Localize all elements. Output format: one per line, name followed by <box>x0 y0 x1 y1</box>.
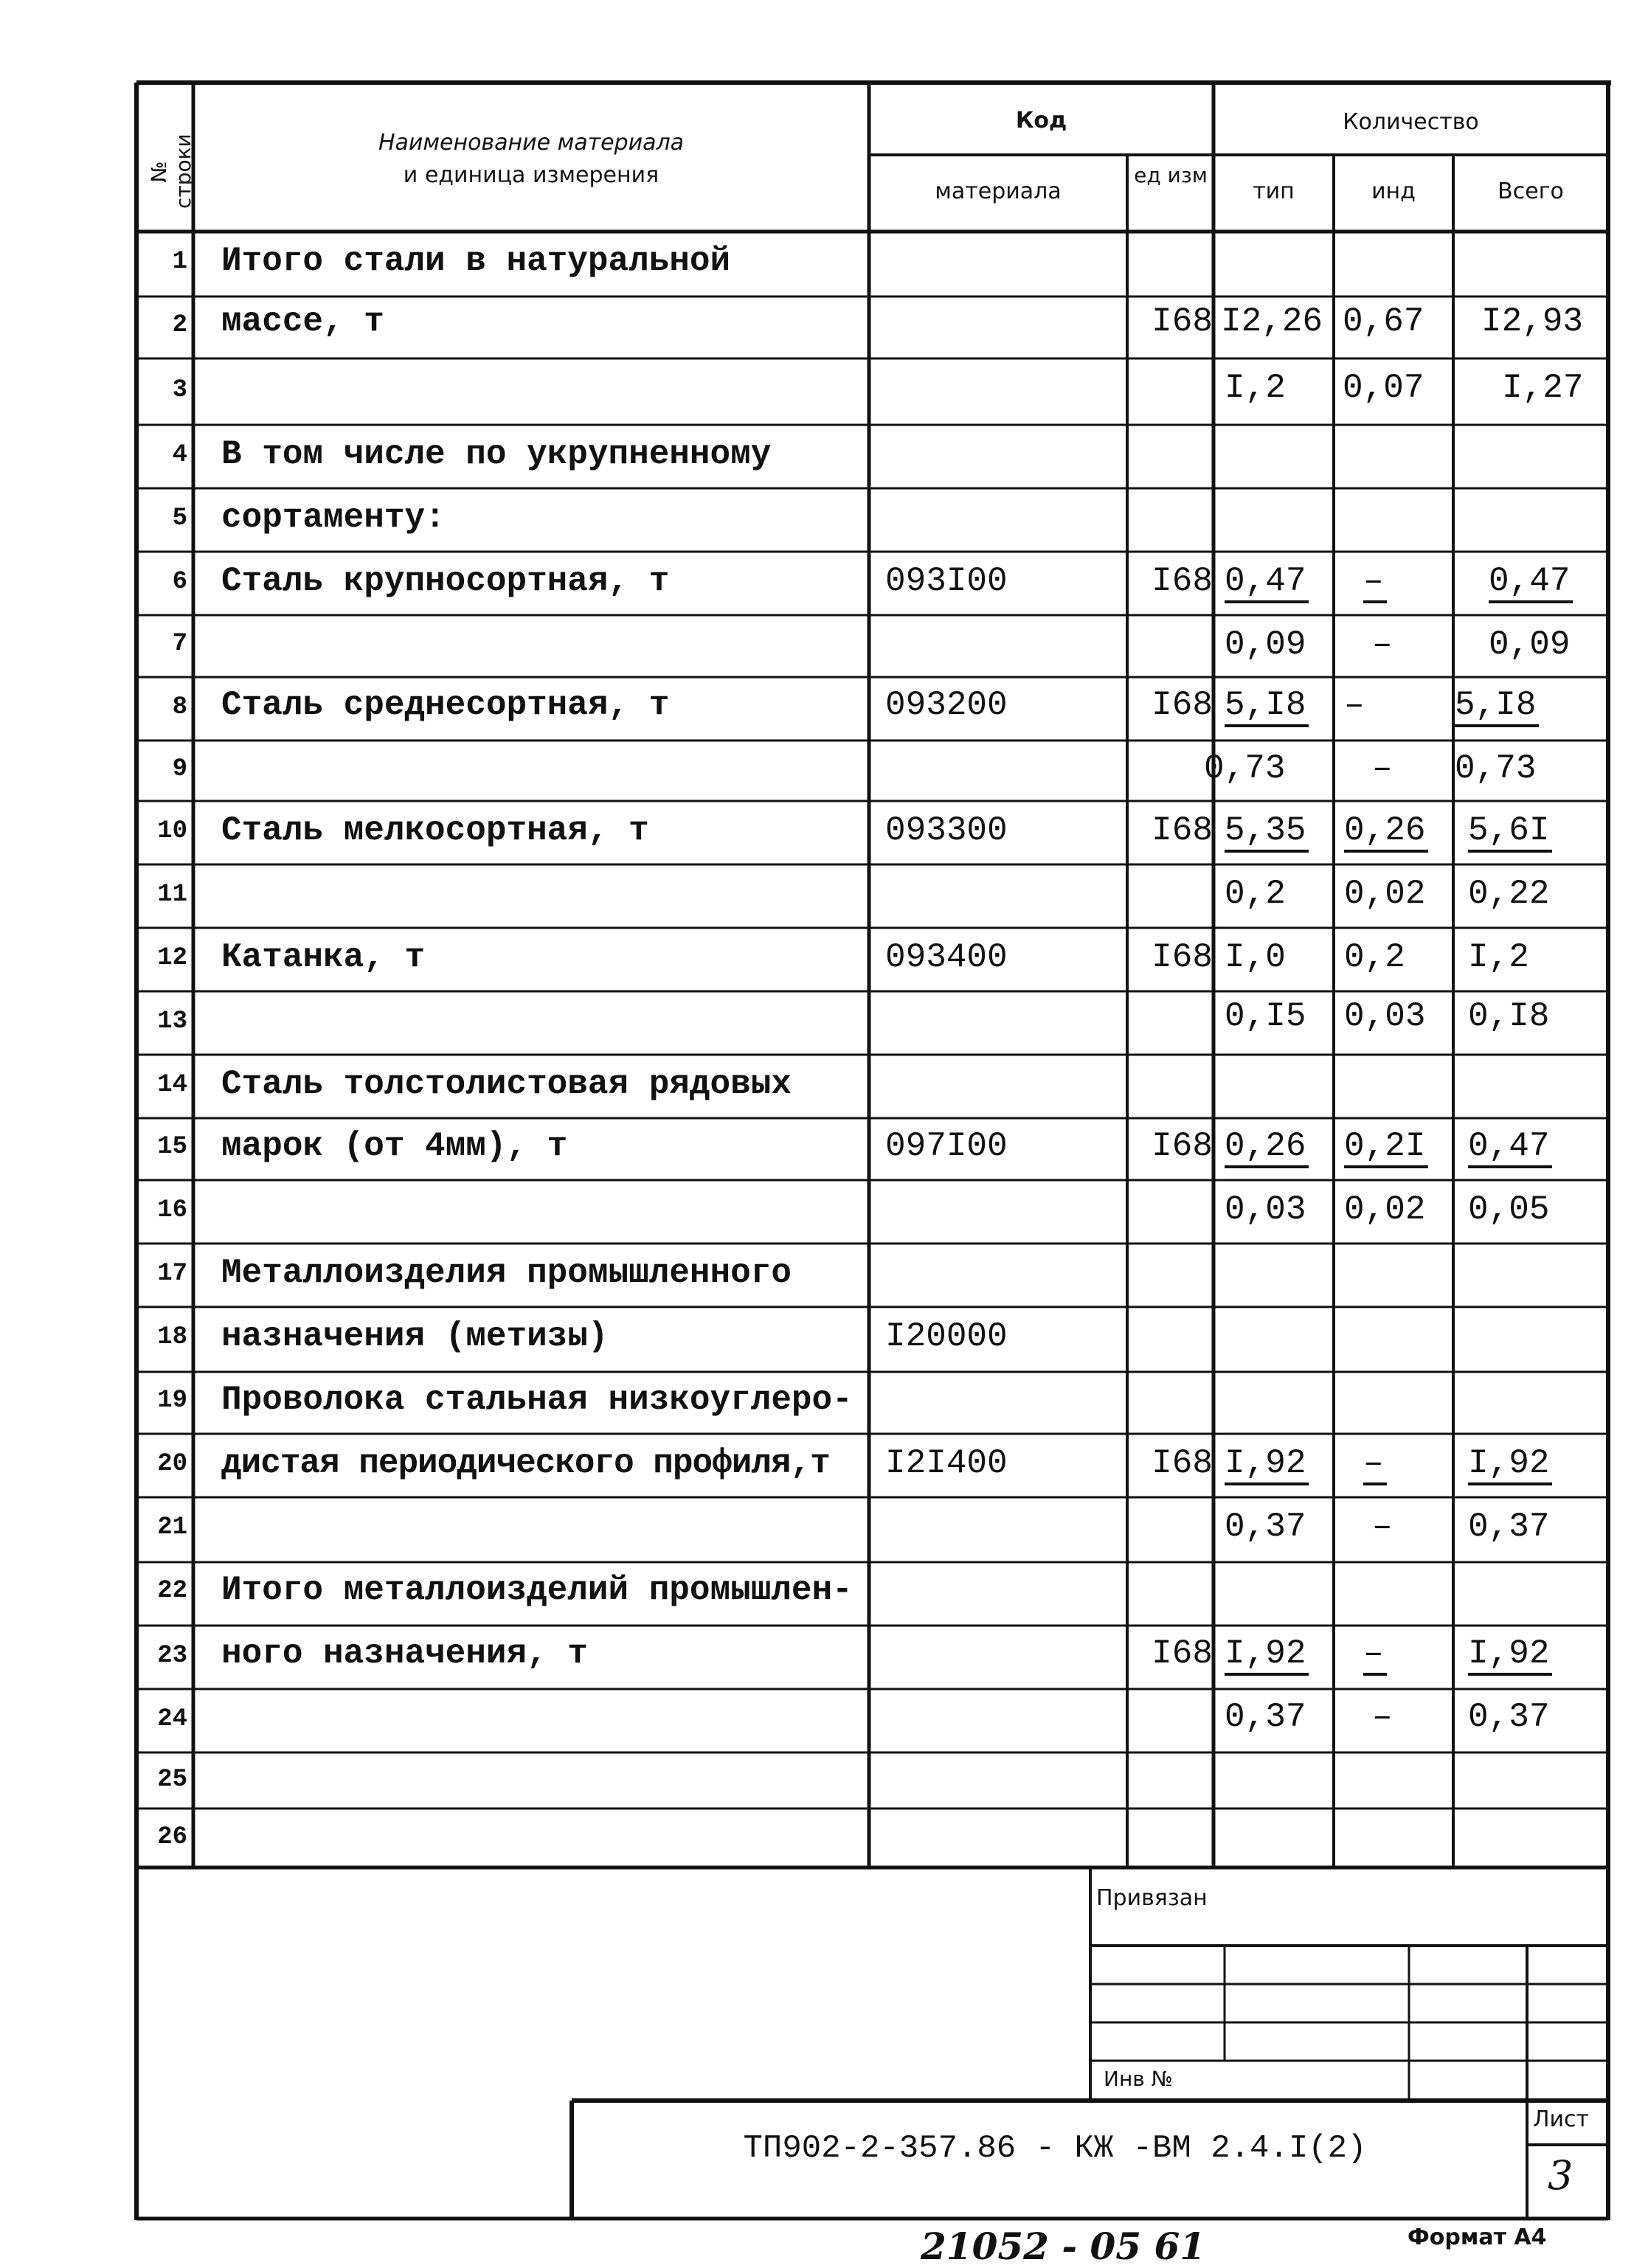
qty-total: I2,93 <box>1481 302 1584 341</box>
qty-typ: I,92 <box>1225 1444 1306 1482</box>
header-qty-typ: тип <box>1253 178 1295 204</box>
qty-typ: 5,I8 <box>1225 686 1306 724</box>
qty-ind: 0,02 <box>1344 1190 1426 1229</box>
unit-code: I68 <box>1152 302 1213 341</box>
material-code: I2I400 <box>885 1444 1008 1482</box>
material-name: Катанка, т <box>221 938 426 977</box>
qty-total: I,27 <box>1502 369 1584 407</box>
material-code: 093I00 <box>885 562 1008 600</box>
row-number: 10 <box>157 817 187 845</box>
paper-format: Формат А4 <box>1408 2224 1547 2250</box>
row-number: 9 <box>172 755 187 783</box>
material-name: В том числе по укрупненному <box>221 435 772 474</box>
material-name: марок (от 4мм), т <box>221 1127 568 1165</box>
sheet-number: 3 <box>1548 2152 1573 2199</box>
header-code-material: материала <box>935 178 1062 204</box>
qty-typ: 0,37 <box>1225 1508 1306 1546</box>
row-number: 26 <box>157 1823 187 1851</box>
qty-total: 0,I8 <box>1468 997 1550 1036</box>
qty-total: 5,I8 <box>1455 686 1537 724</box>
header-qty-ind: инд <box>1371 178 1416 204</box>
material-name: дистая периодического профиля,т <box>221 1444 830 1482</box>
material-name: Проволока стальная низкоуглеро- <box>221 1381 853 1419</box>
material-name: Сталь толстолистовая рядовых <box>221 1065 792 1103</box>
qty-ind: – <box>1372 1508 1393 1546</box>
row-number: 16 <box>157 1196 187 1224</box>
material-name: массе, т <box>221 302 384 341</box>
qty-ind: – <box>1372 1698 1393 1736</box>
qty-total: 5,6I <box>1468 811 1550 850</box>
qty-typ: 0,03 <box>1225 1190 1306 1229</box>
header-code-unit: ед изм <box>1134 163 1208 187</box>
row-number: 23 <box>157 1642 187 1670</box>
material-name: ного назначения, т <box>221 1634 588 1673</box>
qty-ind: – <box>1363 1634 1384 1673</box>
qty-ind: – <box>1344 686 1365 724</box>
row-number: 12 <box>157 944 187 972</box>
header-quantity: Количество <box>1343 109 1479 135</box>
material-name: Сталь среднесортная, т <box>221 686 670 724</box>
linked-label: Привязан <box>1096 1885 1208 1911</box>
qty-ind: – <box>1372 749 1393 788</box>
qty-typ: 0,26 <box>1225 1127 1306 1165</box>
unit-code: I68 <box>1152 1634 1213 1673</box>
material-code: I20000 <box>885 1317 1008 1356</box>
qty-ind: – <box>1363 1444 1384 1482</box>
material-name: назначения (метизы) <box>221 1317 609 1356</box>
row-number: 24 <box>157 1705 187 1733</box>
qty-ind: 0,67 <box>1343 302 1424 341</box>
row-number: 8 <box>172 693 187 721</box>
qty-ind: 0,07 <box>1343 369 1424 407</box>
material-name: Итого стали в натуральной <box>221 242 731 280</box>
material-name: Сталь мелкосортная, т <box>221 811 649 850</box>
row-number: 13 <box>157 1008 187 1036</box>
material-code: 093400 <box>885 938 1008 977</box>
qty-total: 0,22 <box>1468 875 1550 913</box>
row-number: 17 <box>157 1260 187 1288</box>
row-number: 25 <box>157 1766 187 1794</box>
qty-total: I,92 <box>1468 1444 1550 1482</box>
row-number: 11 <box>157 881 187 909</box>
row-number: 2 <box>172 311 187 339</box>
sheet-label: Лист <box>1533 2106 1590 2132</box>
row-number: 15 <box>157 1133 187 1161</box>
unit-code: I68 <box>1152 1444 1213 1482</box>
row-number: 7 <box>172 630 187 658</box>
qty-ind: – <box>1372 625 1393 664</box>
qty-typ: 0,2 <box>1225 875 1286 913</box>
qty-typ: I,2 <box>1225 369 1286 407</box>
header-name-line1: Наименование материала <box>378 130 685 156</box>
row-number: 1 <box>172 248 187 276</box>
document-designation: ТП902-2-357.86 - КЖ -ВМ 2.4.I(2) <box>743 2130 1367 2167</box>
qty-total: 0,37 <box>1468 1698 1550 1736</box>
header-code: Код <box>1015 108 1067 133</box>
qty-typ: 0,37 <box>1225 1698 1306 1736</box>
qty-ind: 0,03 <box>1344 997 1426 1036</box>
qty-ind: 0,26 <box>1344 811 1426 850</box>
material-code: 093200 <box>885 686 1008 724</box>
unit-code: I68 <box>1152 562 1213 600</box>
row-number: 21 <box>157 1513 187 1542</box>
qty-total: I,92 <box>1468 1634 1550 1673</box>
qty-total: 0,05 <box>1468 1190 1550 1229</box>
qty-typ: I,0 <box>1225 938 1286 977</box>
row-number: 14 <box>157 1071 187 1099</box>
qty-ind: 0,02 <box>1344 875 1426 913</box>
qty-ind: – <box>1363 562 1384 600</box>
qty-typ: I,92 <box>1225 1634 1306 1673</box>
inventory-number-label: Инв № <box>1104 2067 1173 2091</box>
material-name: сортаменту: <box>221 499 446 537</box>
row-number: 22 <box>157 1577 187 1605</box>
qty-typ: 5,35 <box>1225 811 1306 850</box>
unit-code: I68 <box>1152 1127 1213 1165</box>
header-name-line2: и единица измерения <box>403 162 659 188</box>
qty-typ: 0,73 <box>1204 749 1286 788</box>
material-code: 093300 <box>885 811 1008 850</box>
row-number: 20 <box>157 1450 187 1478</box>
material-code: 097I00 <box>885 1127 1008 1165</box>
qty-total: 0,73 <box>1455 749 1537 788</box>
material-name: Итого металлоизделий промышлен- <box>221 1571 853 1609</box>
row-number: 6 <box>172 568 187 596</box>
qty-total: 0,09 <box>1489 625 1571 664</box>
header-qty-total: Всего <box>1498 178 1564 204</box>
qty-total: 0,47 <box>1468 1127 1550 1165</box>
row-number: 3 <box>172 376 187 404</box>
material-name: Сталь крупносортная, т <box>221 562 670 600</box>
unit-code: I68 <box>1152 938 1213 977</box>
unit-code: I68 <box>1152 686 1213 724</box>
row-number: 4 <box>172 441 187 469</box>
row-number: 5 <box>172 504 187 533</box>
qty-typ: 0,47 <box>1225 562 1306 600</box>
qty-total: I,2 <box>1468 938 1529 977</box>
row-number: 18 <box>157 1323 187 1351</box>
material-name: Металлоизделия промышленного <box>221 1254 792 1292</box>
qty-total: 0,37 <box>1468 1508 1550 1546</box>
qty-total: 0,47 <box>1489 562 1571 600</box>
qty-typ: 0,09 <box>1225 625 1306 664</box>
unit-code: I68 <box>1152 811 1213 850</box>
row-number: 19 <box>157 1387 187 1415</box>
header-row-number: № строки <box>147 133 195 209</box>
qty-typ: I2,26 <box>1221 302 1323 341</box>
document-number: 21052 - 05 61 <box>921 2224 1206 2268</box>
qty-ind: 0,2 <box>1344 938 1405 977</box>
qty-ind: 0,2I <box>1344 1127 1426 1165</box>
qty-typ: 0,I5 <box>1225 997 1306 1036</box>
